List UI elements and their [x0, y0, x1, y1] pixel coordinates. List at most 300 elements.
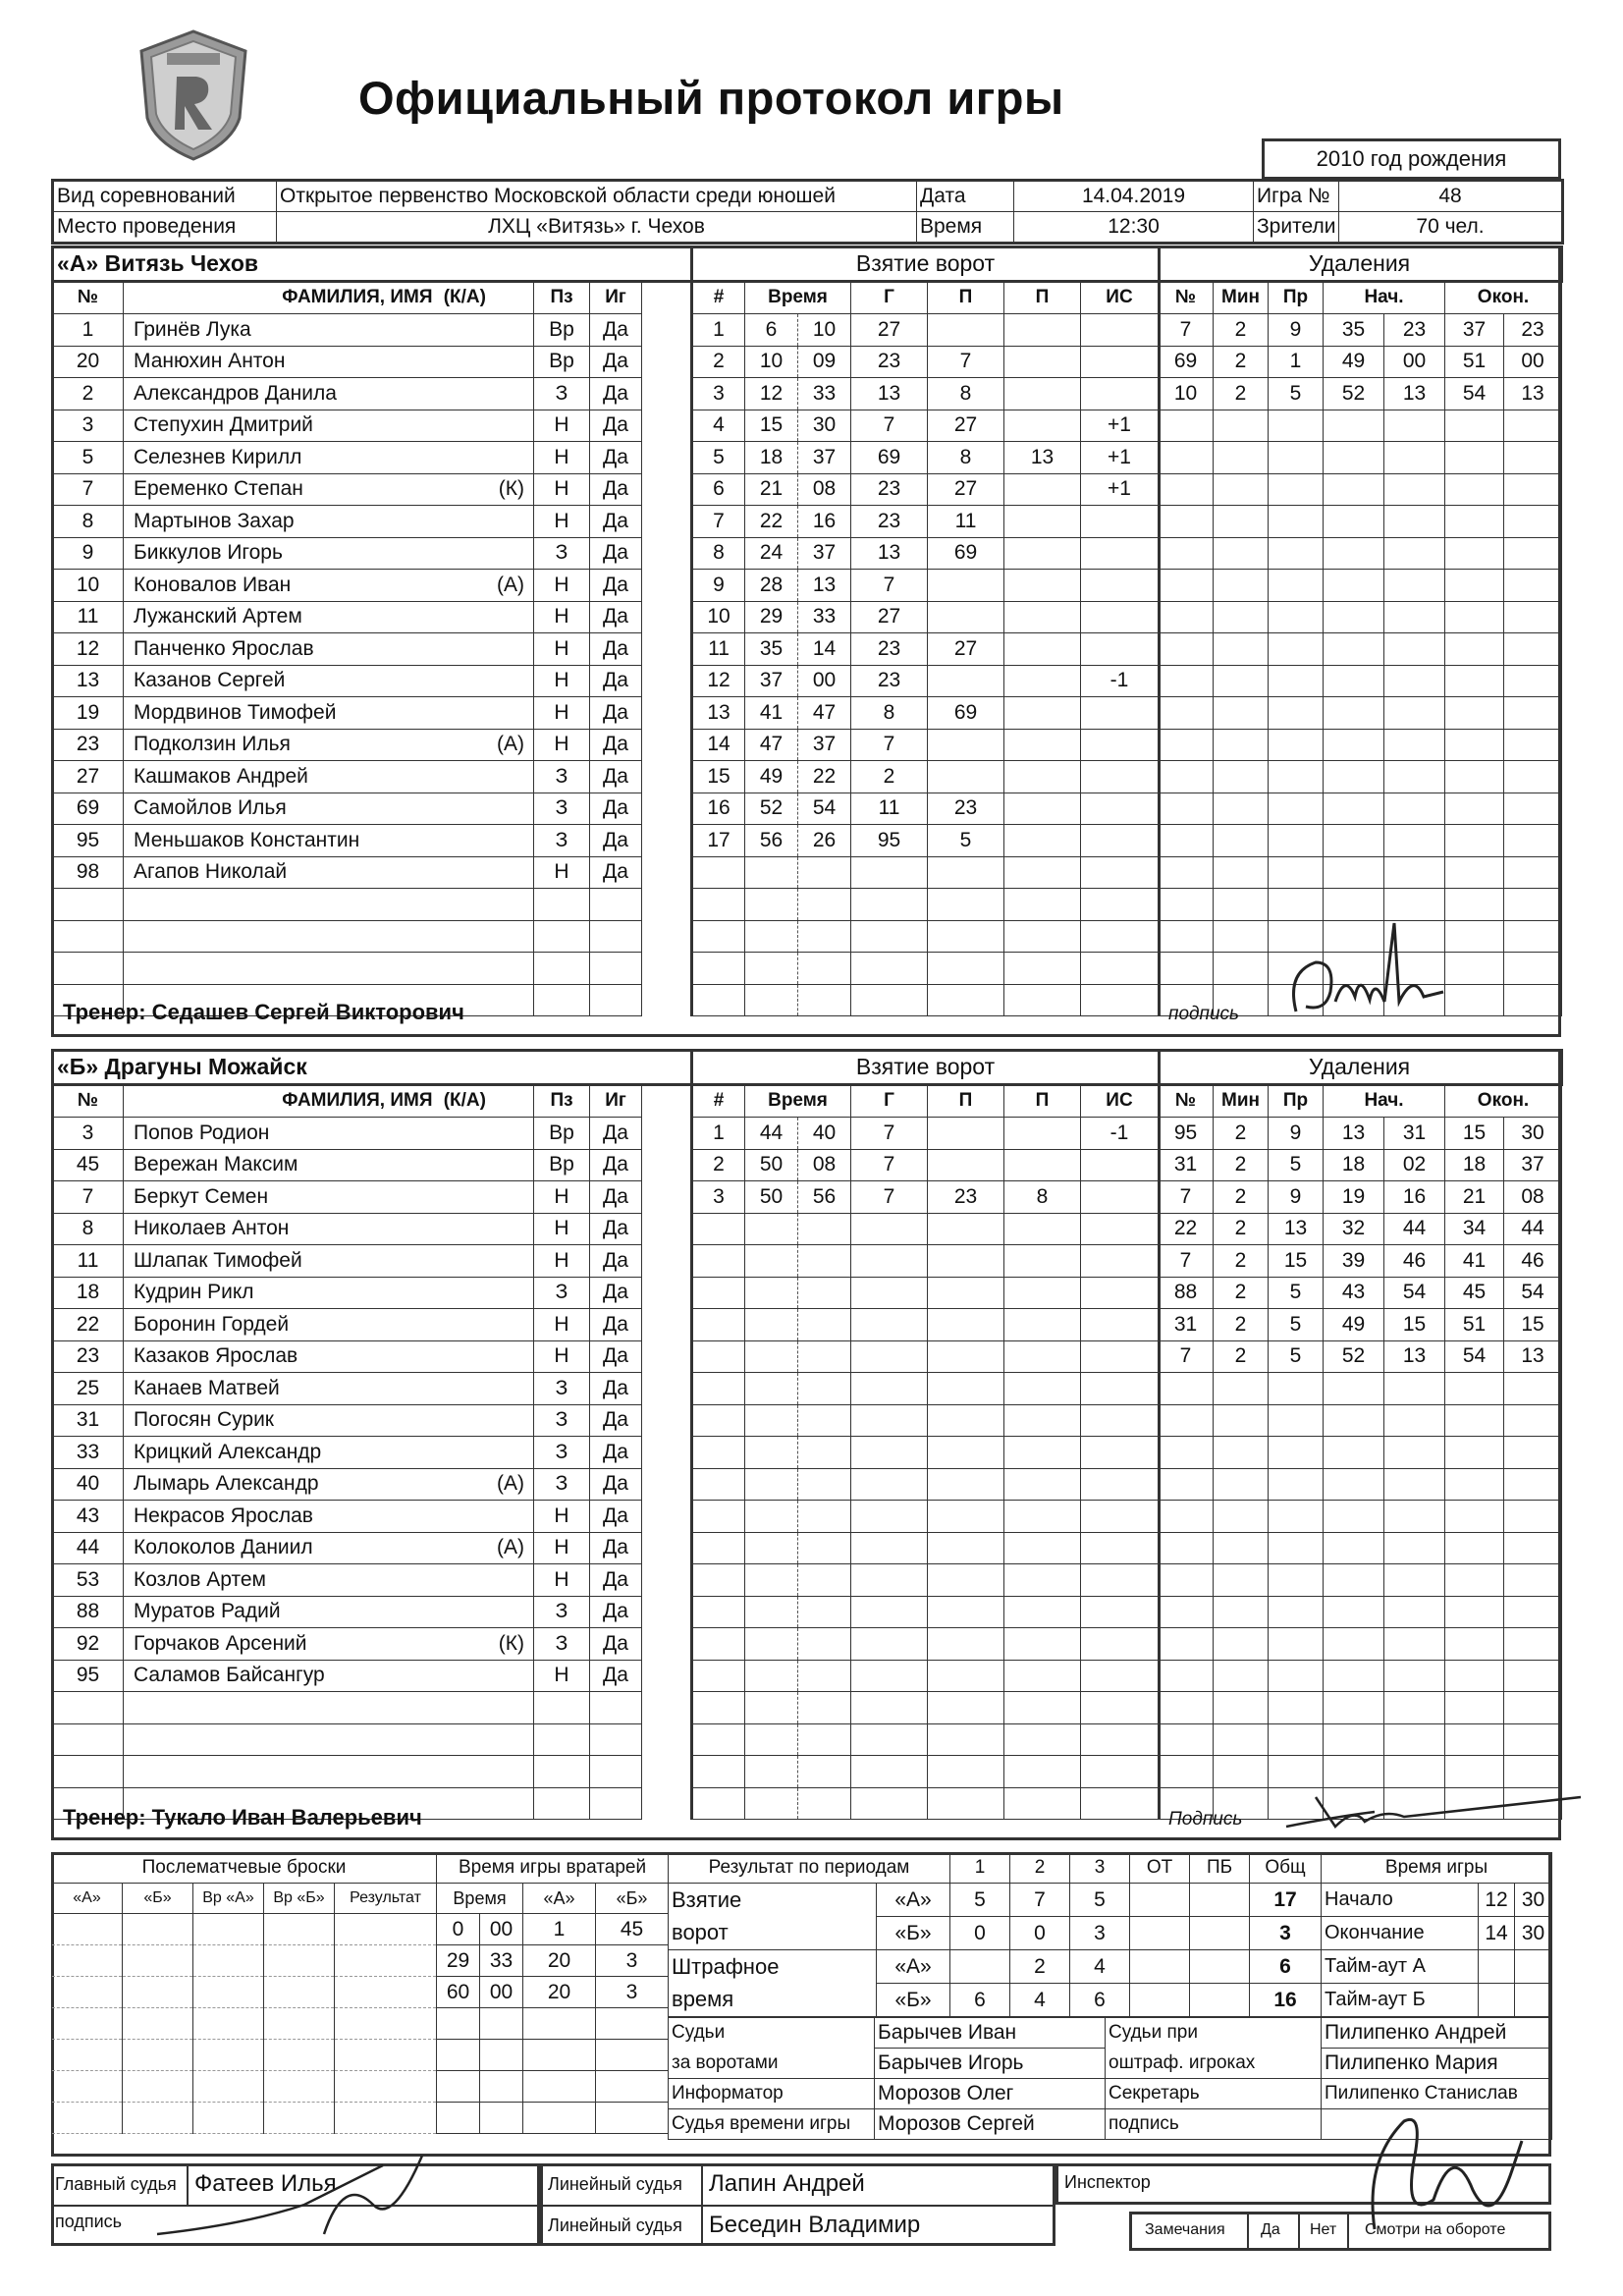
goal-number: 9: [692, 570, 745, 602]
goal-scorer: [851, 1340, 928, 1373]
pen-player: [1159, 410, 1214, 442]
player-row: [53, 1181, 692, 1214]
goal-number: 2: [692, 346, 745, 378]
goals-b-val: 3: [1250, 1917, 1322, 1950]
goal-assist-2: [1004, 729, 1081, 761]
pen-minutes: 2: [1214, 346, 1269, 378]
goal-minute: [745, 1373, 798, 1405]
goal-strength: [1081, 1404, 1160, 1437]
pen-start-min: [1324, 410, 1384, 442]
pen-minutes: 2: [1214, 378, 1269, 410]
gk-col-b: «Б»: [596, 1884, 669, 1914]
player-name: [124, 1277, 534, 1309]
col-pen-min: Мин: [1214, 281, 1269, 314]
penalty-row: [1159, 1373, 1562, 1405]
goal-minute: [745, 984, 798, 1016]
goal-assist-1: [928, 920, 1004, 953]
pen-start-min: [1324, 473, 1384, 506]
see-back: Смотри на обороте: [1365, 2221, 1506, 2238]
goal-scorer: [851, 1596, 928, 1628]
pen-minutes: [1214, 953, 1269, 985]
team-a-coach: Тренер: Седашев Сергей Викторович: [63, 1000, 464, 1024]
team-b-penalties: [1158, 1049, 1563, 1820]
goal-strength: [1081, 1628, 1160, 1661]
pen-start-sec: [1384, 442, 1445, 474]
penalty-row: [1159, 1245, 1562, 1278]
remarks-div1: [1247, 2212, 1249, 2251]
pen-judges-label-2: оштраф. игроках: [1106, 2049, 1322, 2079]
goal-minute: [745, 1437, 798, 1469]
pen-player: [1159, 920, 1214, 953]
pen-end-sec: [1504, 856, 1562, 889]
goal-row: [692, 1309, 1160, 1341]
pen-reason: 13: [1269, 1213, 1324, 1245]
goal-strength: [1081, 984, 1160, 1016]
goal-scorer: [851, 953, 928, 985]
pen-end-min: [1445, 1756, 1504, 1788]
goals-b-val: [1130, 1917, 1190, 1950]
goal-row: [692, 1181, 1160, 1214]
goal-second: [798, 1340, 851, 1373]
player-row: [53, 825, 692, 857]
pen-start-sec: 31: [1384, 1118, 1445, 1150]
goal-assist-2: [1004, 473, 1081, 506]
player-played: [590, 1723, 642, 1756]
pen-minutes: [1214, 665, 1269, 697]
goal-second: [798, 1437, 851, 1469]
pim-a-val: 6: [1250, 1950, 1322, 1984]
player-position: Вр: [534, 1118, 590, 1150]
player-number: [53, 1723, 124, 1756]
goal-number: 10: [692, 601, 745, 633]
goal-assist-2: 13: [1004, 442, 1081, 474]
player-played: Да: [590, 1564, 642, 1597]
goal-row: [692, 1596, 1160, 1628]
goals-b-val: [1190, 1917, 1250, 1950]
pen-end-sec: 46: [1504, 1245, 1562, 1278]
goal-scorer: 13: [851, 378, 928, 410]
pen-end-sec: [1504, 442, 1562, 474]
player-number: 53: [53, 1564, 124, 1597]
pen-start-min: 52: [1324, 1340, 1384, 1373]
pen-minutes: [1214, 410, 1269, 442]
pen-end-sec: [1504, 953, 1562, 985]
pen-player: [1159, 1468, 1214, 1501]
goal-second: [798, 984, 851, 1016]
goal-strength: [1081, 729, 1160, 761]
goal-second: 00: [798, 665, 851, 697]
remarks-no: Нет: [1310, 2221, 1337, 2238]
player-row: [53, 1660, 692, 1692]
pen-reason: [1269, 410, 1324, 442]
gk-a: 20: [523, 1977, 596, 2008]
player-name-text: Лымарь Александр: [134, 1472, 319, 1496]
player-row: [53, 473, 692, 506]
pen-end-sec: [1504, 1596, 1562, 1628]
player-row: [53, 920, 692, 953]
goal-number: [692, 1373, 745, 1405]
pen-end-sec: [1504, 729, 1562, 761]
results-col: Общ: [1250, 1853, 1322, 1884]
goal-minute: [745, 1501, 798, 1533]
penalties-title: Удаления: [1159, 247, 1562, 282]
goal-assist-2: [1004, 1309, 1081, 1341]
goal-row: [692, 1660, 1160, 1692]
goal-row: [692, 410, 1160, 442]
pen-player: [1159, 1628, 1214, 1661]
pen-start-min: [1324, 1373, 1384, 1405]
pen-minutes: [1214, 1532, 1269, 1564]
pen-start-sec: 46: [1384, 1245, 1445, 1278]
player-position: Н: [534, 1213, 590, 1245]
pen-player: [1159, 1501, 1214, 1533]
player-position: Н: [534, 506, 590, 538]
pen-end-min: [1445, 1404, 1504, 1437]
time-value: 12:30: [1014, 212, 1254, 244]
goal-minute: [745, 1723, 798, 1756]
player-number: 10: [53, 570, 124, 602]
goal-minute: [745, 1787, 798, 1820]
goal-strength: [1081, 1340, 1160, 1373]
team-b-goals: [690, 1049, 1161, 1820]
pen-player: [1159, 442, 1214, 474]
player-number: 11: [53, 1245, 124, 1278]
pen-end-min: 45: [1445, 1277, 1504, 1309]
goal-minute: [745, 1756, 798, 1788]
goal-assist-2: [1004, 697, 1081, 730]
team-b-sign-label: Подпись: [1168, 1809, 1243, 1830]
line1-value: Лапин Андрей: [709, 2170, 865, 2197]
goal-second: [798, 1277, 851, 1309]
goal-row: [692, 1437, 1160, 1469]
col-pen-start: Нач.: [1324, 281, 1445, 314]
pen-start-sec: [1384, 1373, 1445, 1405]
shootout-cell: [123, 2103, 193, 2134]
game-label: Игра №: [1254, 181, 1339, 212]
gk-sec: [480, 2071, 523, 2103]
col-p1: П: [928, 1084, 1004, 1118]
pen-player: [1159, 1404, 1214, 1437]
goal-scorer: [851, 984, 928, 1016]
col-hash: #: [692, 281, 745, 314]
pen-player: [1159, 1564, 1214, 1597]
player-name: [124, 1660, 534, 1692]
goal-row: [692, 1501, 1160, 1533]
pen-end-min: 37: [1445, 314, 1504, 347]
pen-reason: [1269, 506, 1324, 538]
player-name: [124, 665, 534, 697]
results-col: 3: [1070, 1853, 1130, 1884]
pen-end-min: [1445, 920, 1504, 953]
goal-strength: [1081, 346, 1160, 378]
player-row: [53, 1564, 692, 1597]
goal-row: [692, 889, 1160, 921]
informer-label: Информатор: [669, 2079, 875, 2109]
pen-reason: [1269, 1692, 1324, 1724]
player-name: [124, 601, 534, 633]
goal-assist-2: [1004, 410, 1081, 442]
pen-end-sec: [1504, 1564, 1562, 1597]
pen-end-sec: 44: [1504, 1213, 1562, 1245]
player-played: Да: [590, 346, 642, 378]
secretary-value: Пилипенко Станислав: [1322, 2079, 1552, 2109]
shootout-cell: [335, 1945, 437, 1977]
player-name-text: Степухин Дмитрий: [134, 413, 313, 437]
gk-min: [437, 2040, 480, 2071]
player-played: Да: [590, 314, 642, 347]
player-position: [534, 953, 590, 985]
player-played: [590, 984, 642, 1016]
game-time-min: 30: [1515, 1917, 1552, 1950]
pen-player: 7: [1159, 1340, 1214, 1373]
pen-start-sec: [1384, 1756, 1445, 1788]
player-number: 95: [53, 825, 124, 857]
penalty-row: [1159, 1181, 1562, 1214]
player-position: З: [534, 1404, 590, 1437]
goal-second: 16: [798, 506, 851, 538]
goal-strength: [1081, 378, 1160, 410]
goal-second: [798, 1213, 851, 1245]
pen-start-sec: 16: [1384, 1181, 1445, 1214]
goal-assist-1: [928, 1468, 1004, 1501]
goal-row: [692, 537, 1160, 570]
pen-judges-label-1: Судьи при: [1106, 2018, 1322, 2049]
gk-min: 29: [437, 1945, 480, 1977]
player-position: Н: [534, 410, 590, 442]
goal-minute: 56: [745, 825, 798, 857]
player-name: [124, 1309, 534, 1341]
remarks-label: Замечания: [1145, 2221, 1225, 2238]
goal-assist-1: 23: [928, 1181, 1004, 1214]
game-time-min: [1515, 1950, 1552, 1984]
goal-scorer: 69: [851, 442, 928, 474]
goal-assist-1: [928, 1245, 1004, 1278]
results-label: Штрафное: [669, 1950, 877, 1984]
player-played: Да: [590, 1118, 642, 1150]
chief-sign-label: подпись: [55, 2212, 123, 2231]
goal-number: [692, 1213, 745, 1245]
goal-strength: [1081, 1501, 1160, 1533]
player-number: 8: [53, 506, 124, 538]
player-played: Да: [590, 410, 642, 442]
goals-b-val: 0: [1010, 1917, 1070, 1950]
pen-minutes: [1214, 537, 1269, 570]
goal-scorer: 2: [851, 761, 928, 793]
goal-second: 33: [798, 378, 851, 410]
goal-scorer: 13: [851, 537, 928, 570]
player-role: (А): [497, 733, 524, 756]
goal-assist-2: [1004, 856, 1081, 889]
player-name: [124, 537, 534, 570]
goal-minute: 6: [745, 314, 798, 347]
goal-second: 37: [798, 729, 851, 761]
team-a-goals: [690, 246, 1161, 1016]
gk-b: 3: [596, 1977, 669, 2008]
goals-title: Взятие ворот: [692, 247, 1160, 282]
goal-assist-1: [928, 1692, 1004, 1724]
player-played: Да: [590, 1373, 642, 1405]
pen-end-sec: [1504, 825, 1562, 857]
goal-strength: [1081, 793, 1160, 825]
pen-minutes: [1214, 633, 1269, 666]
pen-reason: [1269, 442, 1324, 474]
pen-start-sec: 13: [1384, 1340, 1445, 1373]
goal-assist-1: [928, 1437, 1004, 1469]
gk-b: [596, 2103, 669, 2134]
goal-assist-2: [1004, 1596, 1081, 1628]
pen-end-sec: [1504, 1660, 1562, 1692]
game-time-label: Тайм-аут Б: [1322, 1984, 1479, 2017]
pen-end-min: [1445, 1660, 1504, 1692]
pen-end-sec: [1504, 506, 1562, 538]
player-played: [590, 1756, 642, 1788]
game-time-hour: [1479, 1950, 1515, 1984]
pen-start-sec: [1384, 793, 1445, 825]
goal-scorer: 23: [851, 346, 928, 378]
shootout-cell: [52, 1945, 123, 1977]
game-time-label: Тайм-аут А: [1322, 1950, 1479, 1984]
pen-end-sec: [1504, 601, 1562, 633]
shootout-cell: [264, 2071, 335, 2103]
remarks-div2: [1298, 2212, 1300, 2251]
player-number: 20: [53, 346, 124, 378]
player-name-text: Гринёв Лука: [134, 317, 251, 341]
goal-assist-1: [928, 1756, 1004, 1788]
goal-scorer: 7: [851, 410, 928, 442]
player-played: Да: [590, 1277, 642, 1309]
goal-strength: [1081, 953, 1160, 985]
player-number: 25: [53, 1373, 124, 1405]
goal-assist-1: 69: [928, 697, 1004, 730]
goal-row: [692, 1468, 1160, 1501]
player-number: 40: [53, 1468, 124, 1501]
team-b-coach: Тренер: Тукало Иван Валерьевич: [63, 1805, 422, 1830]
player-played: Да: [590, 793, 642, 825]
goal-scorer: [851, 1245, 928, 1278]
goal-row: [692, 570, 1160, 602]
goal-second: [798, 1373, 851, 1405]
goal-scorer: [851, 1756, 928, 1788]
pen-start-sec: [1384, 537, 1445, 570]
pen-reason: 9: [1269, 1181, 1324, 1214]
col-name: [124, 1084, 534, 1118]
player-played: Да: [590, 1340, 642, 1373]
pen-minutes: [1214, 1564, 1269, 1597]
player-played: Да: [590, 665, 642, 697]
pen-reason: [1269, 601, 1324, 633]
pen-start-sec: [1384, 729, 1445, 761]
pen-player: [1159, 601, 1214, 633]
goal-second: [798, 1756, 851, 1788]
player-name-text: Коновалов Иван: [134, 573, 292, 596]
player-number: 7: [53, 473, 124, 506]
pen-player: [1159, 1373, 1214, 1405]
pen-start-min: [1324, 793, 1384, 825]
pen-end-min: [1445, 473, 1504, 506]
player-played: Да: [590, 1181, 642, 1214]
goal-number: 6: [692, 473, 745, 506]
pim-a-val: 4: [1070, 1950, 1130, 1984]
penalty-row: [1159, 537, 1562, 570]
pen-end-sec: 15: [1504, 1309, 1562, 1341]
pen-player: [1159, 729, 1214, 761]
player-name: [124, 697, 534, 730]
player-played: Да: [590, 697, 642, 730]
pen-start-min: [1324, 697, 1384, 730]
col-ig: Иг: [590, 1084, 642, 1118]
pen-end-min: [1445, 570, 1504, 602]
goal-second: [798, 1468, 851, 1501]
penalty-row: [1159, 1532, 1562, 1564]
pen-end-min: 41: [1445, 1245, 1504, 1278]
team-a-penalties: [1158, 246, 1563, 1016]
player-row: [53, 1692, 692, 1724]
pen-end-min: [1445, 1596, 1504, 1628]
pen-minutes: [1214, 1660, 1269, 1692]
goal-number: 15: [692, 761, 745, 793]
goal-scorer: [851, 1692, 928, 1724]
goal-strength: [1081, 1532, 1160, 1564]
goal-minute: 50: [745, 1181, 798, 1214]
goal-row: [692, 1213, 1160, 1245]
goal-strength: [1081, 1596, 1160, 1628]
pen-end-min: [1445, 984, 1504, 1016]
player-row: [53, 1149, 692, 1181]
shootout-cell: [123, 2071, 193, 2103]
pen-minutes: [1214, 506, 1269, 538]
player-row: [53, 889, 692, 921]
player-played: Да: [590, 633, 642, 666]
player-number: 13: [53, 665, 124, 697]
col-ka-label: (К/А): [443, 287, 486, 308]
goal-strength: [1081, 1787, 1160, 1820]
goal-assist-1: [928, 314, 1004, 347]
pim-b-val: [1190, 1984, 1250, 2017]
player-name-text: Агапов Николай: [134, 860, 288, 884]
goals-a-val: 5: [1070, 1884, 1130, 1917]
player-name: [124, 856, 534, 889]
player-position: З: [534, 1437, 590, 1469]
pen-end-min: [1445, 825, 1504, 857]
pen-end-min: [1445, 537, 1504, 570]
goals-b-val: 3: [1070, 1917, 1130, 1950]
col-pen-no: №: [1159, 281, 1214, 314]
shootout-cell: [52, 2008, 123, 2040]
shootout-cell: [52, 1977, 123, 2008]
pen-minutes: 2: [1214, 314, 1269, 347]
pen-end-sec: [1504, 793, 1562, 825]
goal-strength: [1081, 1437, 1160, 1469]
pen-end-sec: [1504, 410, 1562, 442]
pen-end-sec: [1504, 665, 1562, 697]
player-name: [124, 729, 534, 761]
shootout-col: Результат: [335, 1884, 437, 1914]
pen-start-min: [1324, 665, 1384, 697]
goal-minute: 35: [745, 633, 798, 666]
pen-start-min: 39: [1324, 1245, 1384, 1278]
pen-start-sec: [1384, 633, 1445, 666]
goal-number: 3: [692, 1181, 745, 1214]
goal-second: 47: [798, 697, 851, 730]
goal-number: 5: [692, 442, 745, 474]
pen-minutes: [1214, 920, 1269, 953]
player-position: Н: [534, 1309, 590, 1341]
goal-assist-1: 8: [928, 378, 1004, 410]
pen-minutes: 2: [1214, 1181, 1269, 1214]
pen-end-min: [1445, 856, 1504, 889]
player-position: Н: [534, 1532, 590, 1564]
game-time-table: [1321, 1852, 1552, 2017]
